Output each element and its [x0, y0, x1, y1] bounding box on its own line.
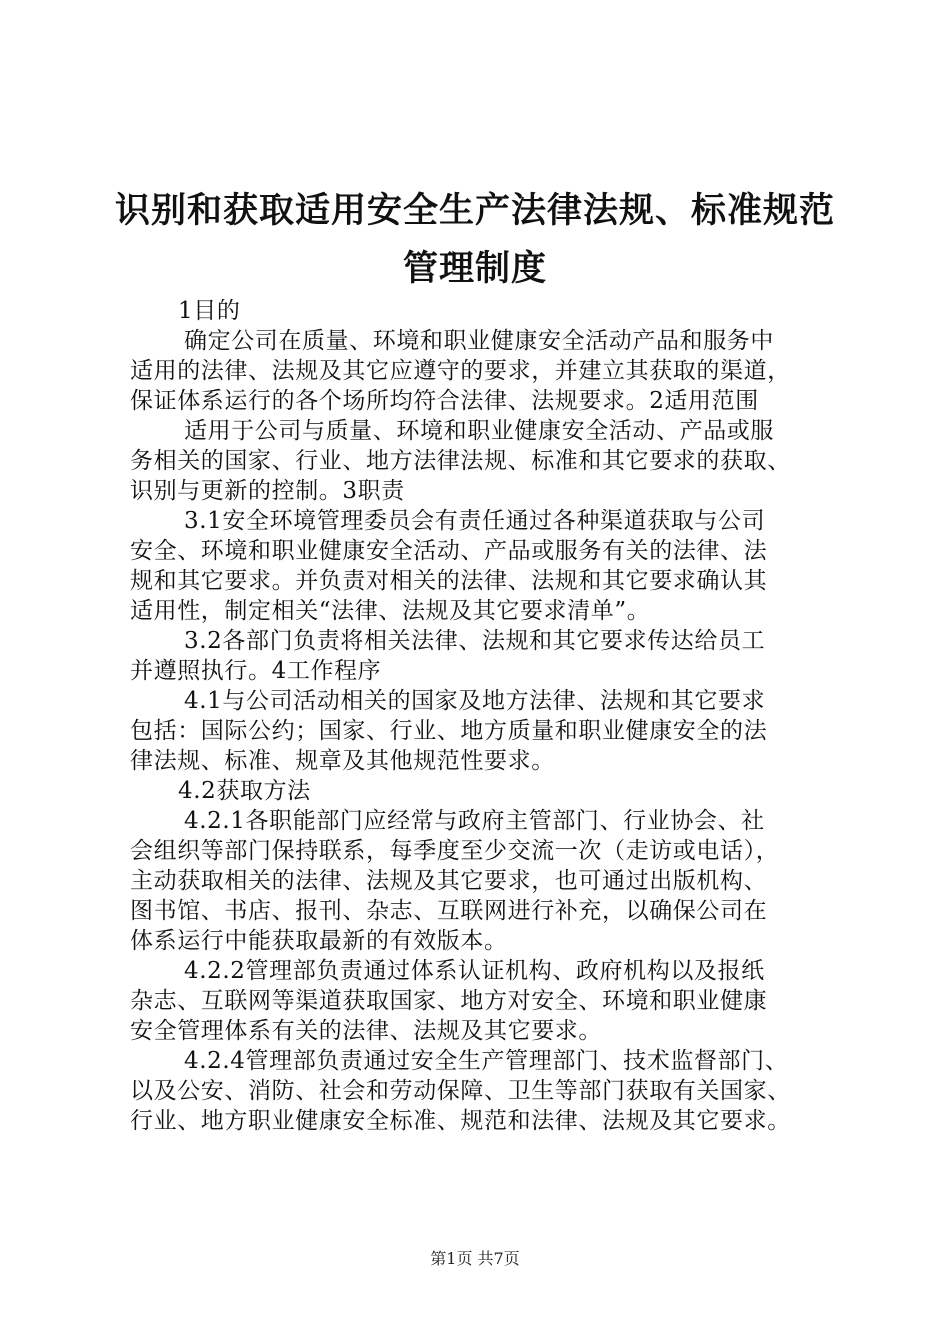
paragraph-line: 3.1安全环境管理委员会有责任通过各种渠道获取与公司 — [184, 508, 766, 534]
paragraph-line: 4.2.1各职能部门应经常与政府主管部门、行业协会、社 — [184, 808, 765, 834]
paragraph-line: 并遵照执行。4工作程序 — [130, 658, 382, 684]
paragraph-line: 4.1与公司活动相关的国家及地方法律、法规和其它要求 — [184, 688, 766, 714]
paragraph-line: 主动获取相关的法律、法规及其它要求，也可通过出版机构、 — [130, 868, 768, 894]
paragraph-line: 3.2各部门负责将相关法律、法规和其它要求传达给员工 — [184, 628, 766, 654]
paragraph-line: 包括：国际公约；国家、行业、地方质量和职业健康安全的法 — [130, 718, 768, 744]
paragraph-line: 图书馆、书店、报刊、杂志、互联网进行补充，以确保公司在 — [130, 898, 768, 924]
paragraph-line: 会组织等部门保持联系，每季度至少交流一次（走访或电话）， — [130, 838, 780, 864]
paragraph-line: 杂志、互联网等渠道获取国家、地方对安全、环境和职业健康 — [130, 988, 768, 1014]
title-line: 管理制度 — [402, 248, 547, 289]
document-body — [130, 296, 852, 1136]
paragraph-line: 适用的法律、法规及其它应遵守的要求，并建立其获取的渠道， — [130, 358, 791, 384]
paragraph-line: 4.2.4管理部负责通过安全生产管理部门、技术监督部门、 — [184, 1048, 789, 1074]
paragraph-line: 确定公司在质量、环境和职业健康安全活动产品和服务中 — [184, 328, 774, 354]
paragraph-line: 适用于公司与质量、环境和职业健康安全活动、产品或服 — [184, 418, 774, 444]
page-footer — [0, 1246, 950, 1269]
paragraph-line: 律法规、标准、规章及其他规范性要求。 — [130, 748, 555, 774]
paragraph-line: 规和其它要求。并负责对相关的法律、法规和其它要求确认其 — [130, 568, 768, 594]
section-heading: 4.2获取方法 — [178, 778, 311, 804]
paragraph-line: 适用性，制定相关“法律、法规及其它要求清单”。 — [130, 598, 651, 624]
title-line: 识别和获取适用安全生产法律法规、标准规范 — [114, 190, 835, 231]
page-number: 第1页 共7页 — [430, 1249, 520, 1268]
paragraph-line: 安全管理体系有关的法律、法规及其它要求。 — [130, 1018, 602, 1044]
paragraph-line: 保证体系运行的各个场所均符合法律、法规要求。2适用范围 — [130, 388, 759, 414]
paragraph-line: 识别与更新的控制。3职责 — [130, 478, 405, 504]
paragraph-line: 行业、地方职业健康安全标准、规范和法律、法规及其它要求。 — [130, 1108, 791, 1134]
document-title — [100, 182, 850, 298]
paragraph-line: 4.2.2管理部负责通过体系认证机构、政府机构以及报纸 — [184, 958, 765, 984]
paragraph-line: 安全、环境和职业健康安全活动、产品或服务有关的法律、法 — [130, 538, 768, 564]
paragraph-line: 体系运行中能获取最新的有效版本。 — [130, 928, 508, 954]
paragraph-line: 务相关的国家、行业、地方法律法规、标准和其它要求的获取、 — [130, 448, 791, 474]
paragraph-line: 以及公安、消防、社会和劳动保障、卫生等部门获取有关国家、 — [130, 1078, 791, 1104]
section-heading: 1目的 — [178, 298, 241, 324]
